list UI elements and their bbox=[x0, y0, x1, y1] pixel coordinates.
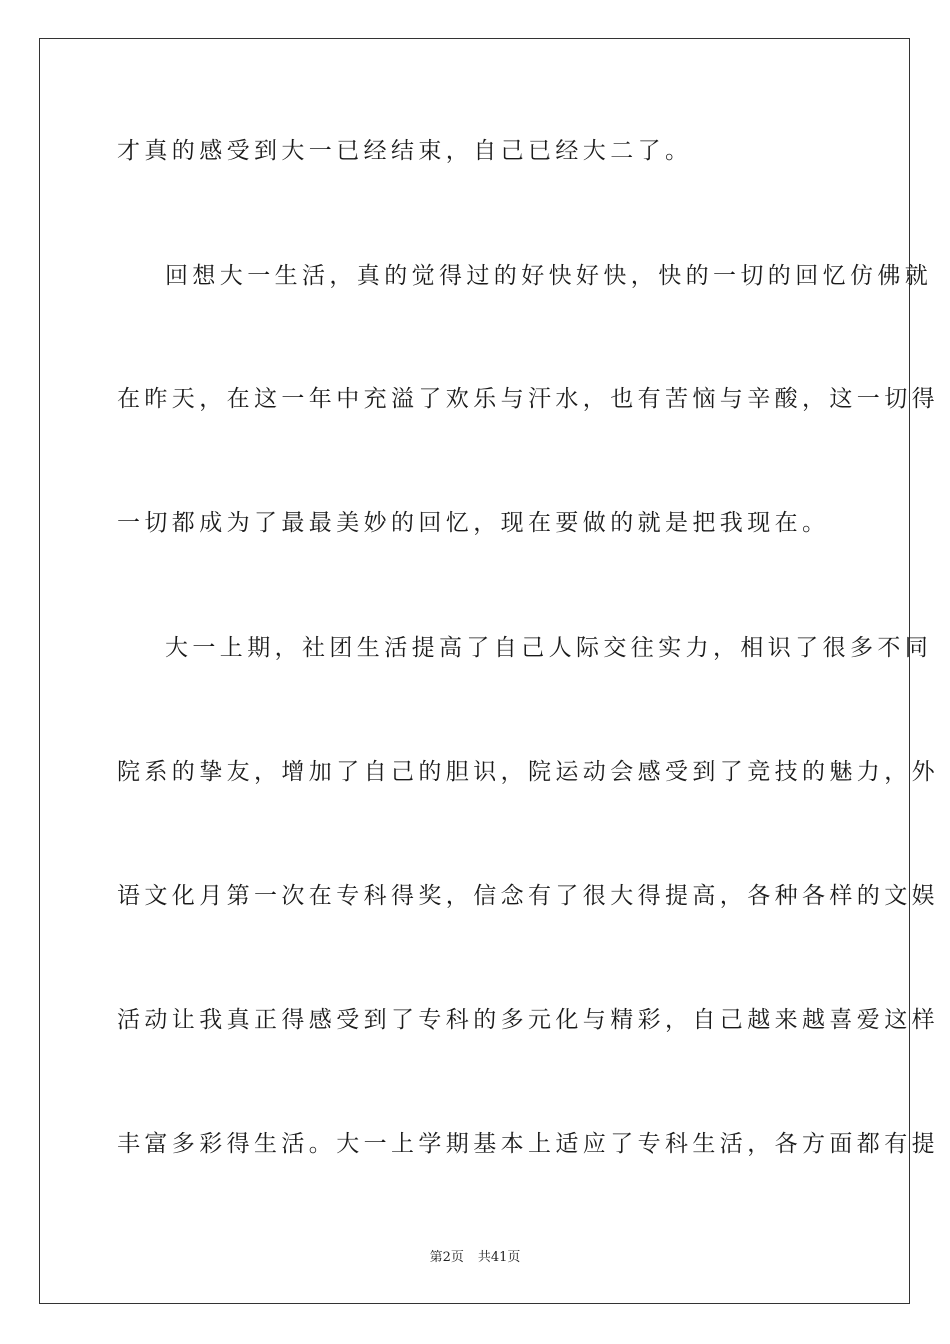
text-line-3: 在昨天，在这一年中充溢了欢乐与汗水，也有苦恼与辛酸，这一切得 bbox=[117, 386, 939, 412]
page-total: 共41页 bbox=[477, 1250, 521, 1265]
page-border bbox=[39, 38, 939, 1304]
text-line-6: 院系的挚友，增加了自己的胆识，院运动会感受到了竞技的魅力，外 bbox=[117, 759, 939, 785]
page-number: 第2页 bbox=[429, 1250, 464, 1265]
text-line-7: 语文化月第一次在专科得奖，信念有了很大得提高，各种各样的文娱 bbox=[117, 883, 939, 909]
text-line-2: 回想大一生活，真的觉得过的好快好快，快的一切的回忆仿佛就 bbox=[165, 263, 933, 289]
text-line-8: 活动让我真正得感受到了专科的多元化与精彩，自己越来越喜爱这样 bbox=[117, 1007, 939, 1033]
text-line-1: 才真的感受到大一已经结束，自己已经大二了。 bbox=[117, 138, 693, 164]
text-line-4: 一切都成为了最最美妙的回忆，现在要做的就是把我现在。 bbox=[117, 510, 830, 536]
page-footer bbox=[0, 1246, 950, 1265]
text-line-5: 大一上期，社团生活提高了自己人际交往实力，相识了很多不同 bbox=[165, 635, 933, 661]
text-line-9: 丰富多彩得生活。大一上学期基本上适应了专科生活，各方面都有提 bbox=[117, 1131, 939, 1157]
